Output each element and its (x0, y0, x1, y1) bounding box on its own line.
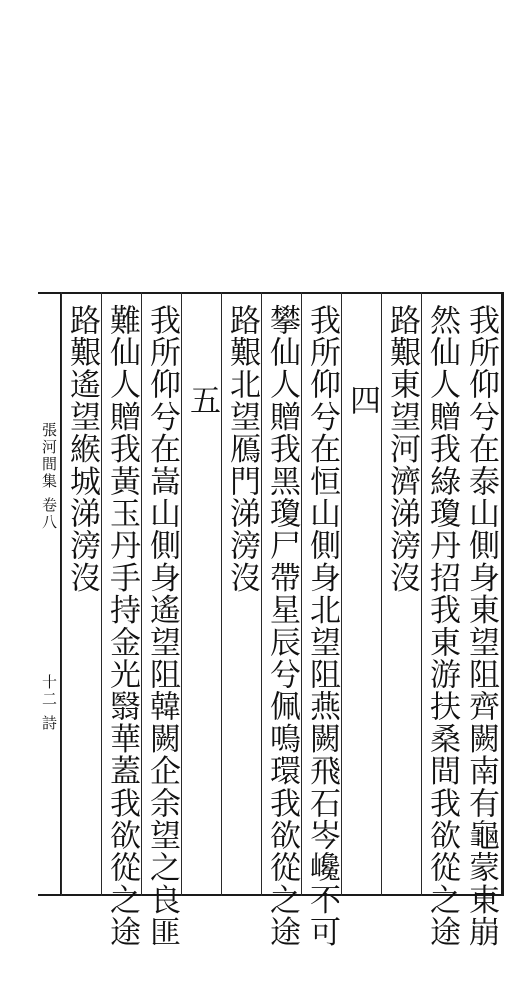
column-text: 路艱東望河濟涕滂沒 (384, 304, 420, 594)
text-column (341, 292, 382, 896)
text-column (421, 292, 462, 948)
column-text: 然仙人贈我綠瓊丹招我東游扶桑間我欲從之途 (424, 304, 460, 948)
text-column (101, 292, 142, 948)
text-column (221, 292, 262, 896)
text-column (181, 292, 222, 896)
text-column (461, 292, 501, 948)
frame-right-rule (501, 292, 504, 896)
column-text: 難仙人贈我黃玉丹手持金光翳華蓋我欲從之途 (104, 304, 140, 948)
margin-column (38, 292, 62, 896)
column-text: 我所仰兮在泰山側身東望阻齊闕南有龜蒙東崩 (463, 304, 499, 948)
column-text: 攀仙人贈我黑瓊尸帶星辰兮佩鳴環我欲從之途 (264, 304, 300, 948)
column-text: 路艱北望鴈門涕滂沒 (224, 304, 260, 594)
margin-page-number: 十二 詩 (40, 674, 58, 732)
text-column (61, 292, 102, 896)
section-number: 四 (344, 384, 380, 417)
column-text: 我所仰兮在嵩山側身遙望阻韓闕企余望之良匪 (144, 304, 180, 948)
text-column (301, 292, 342, 948)
margin-title: 張河間集 卷八 (40, 422, 58, 531)
text-column (381, 292, 422, 896)
column-text: 路艱遙望緱城涕滂沒 (64, 304, 100, 594)
text-block (38, 292, 504, 948)
text-column (141, 292, 182, 948)
section-number: 五 (184, 384, 220, 417)
column-text: 我所仰兮在恒山側身北望阻燕闕飛石岑巉不可 (304, 304, 340, 948)
text-column (261, 292, 302, 948)
